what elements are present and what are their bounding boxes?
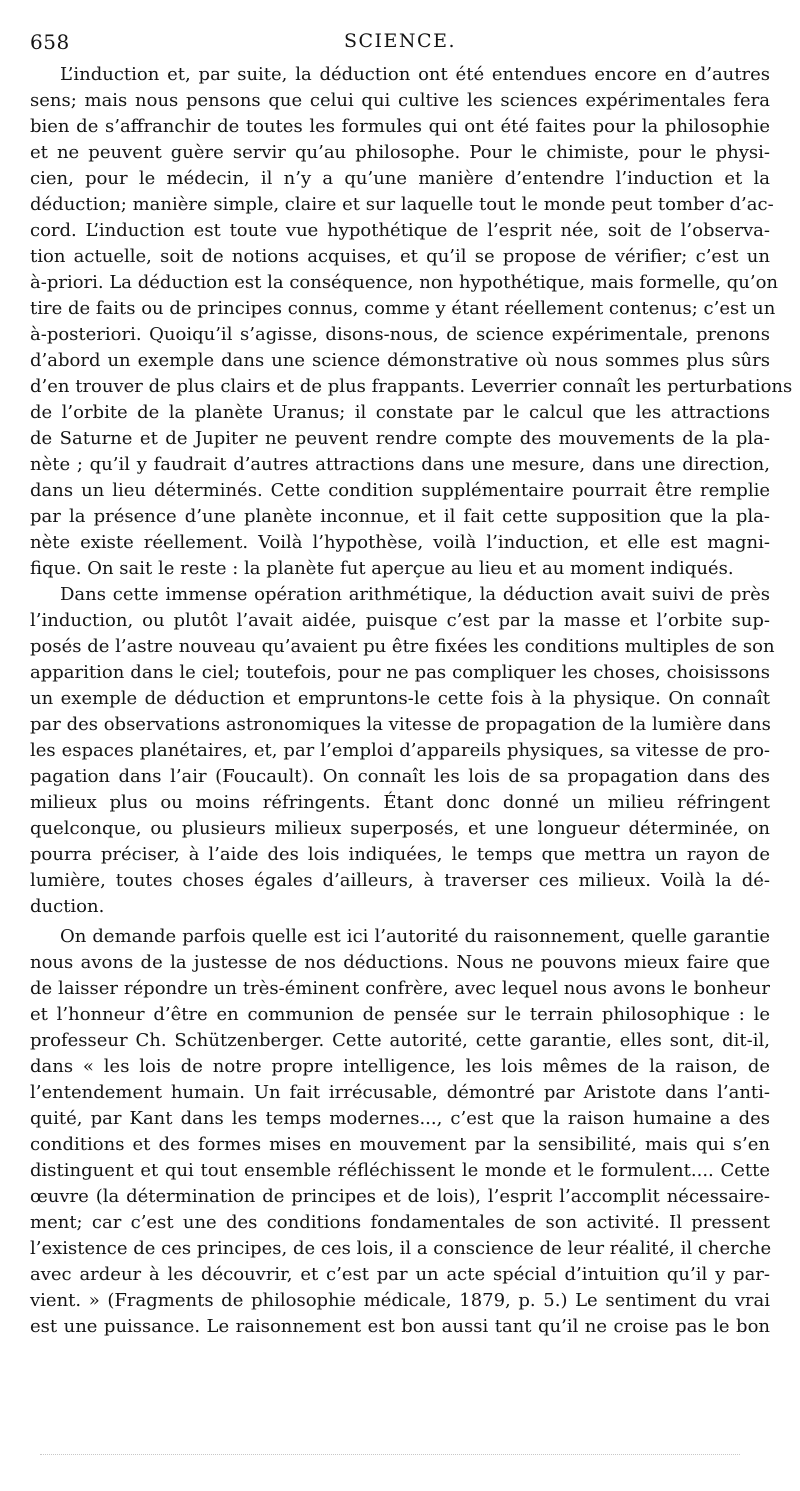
text-line: œuvre (la détermination de principes et de lois), l’esprit l’accomplit nécessaire- xyxy=(30,1186,770,1207)
text-line: par la présence d’une planète inconnue, et il fait cette supposition que la pla- xyxy=(30,506,770,527)
text-line: lumière, toutes choses égales d’ailleurs, à traverser ces milieux. Voilà la dé- xyxy=(30,870,770,891)
text-line: avec ardeur à les découvrir, et c’est par un acte spécial d’intuition qu’il y par- xyxy=(30,1264,770,1285)
text-line: dans « les lois de notre propre intelligence, les lois mêmes de la raison, de xyxy=(30,1056,770,1077)
text-line: dans un lieu déterminés. Cette condition supplémentaire pourrait être remplie xyxy=(30,480,770,501)
text-line: de Saturne et de Jupiter ne peuvent rendre compte des mouvements de la pla- xyxy=(30,428,770,449)
text-line: de l’orbite de la planète Uranus; il constate par le calcul que les attractions xyxy=(30,402,770,423)
text-line: quité, par Kant dans les temps modernes..., c’est que la raison humaine a des xyxy=(30,1108,770,1129)
text-line: un exemple de déduction et empruntons-le cette fois à la physique. On connaît xyxy=(30,688,770,709)
text-line: et l’honneur d’être en communion de pensée sur le terrain philosophique : le xyxy=(30,1004,770,1025)
text-line: L’induction et, par suite, la déduction ont été entendues encore en d’autres xyxy=(60,64,770,85)
text-line: l’existence de ces principes, de ces lois, il a conscience de leur réalité, il cherche xyxy=(30,1238,772,1259)
text-line: conditions et des formes mises en mouvement par la sensibilité, mais qui s’en xyxy=(30,1134,770,1155)
text-line: l’entendement humain. Un fait irrécusable, démontré par Aristote dans l’anti- xyxy=(30,1082,770,1103)
page-bottom-rule xyxy=(40,1454,740,1455)
running-title: SCIENCE. xyxy=(343,30,456,52)
text-line: et ne peuvent guère servir qu’au philosophe. Pour le chimiste, pour le physi- xyxy=(30,142,770,163)
text-line: déduction; manière simple, claire et sur laquelle tout le monde peut tomber d’ac- xyxy=(30,194,774,215)
text-line: les espaces planétaires, et, par l’emploi d’appareils physiques, sa vitesse de pro- xyxy=(30,740,770,761)
text-line: bien de s’affranchir de toutes les formules qui ont été faites pour la philosophie xyxy=(30,116,770,137)
text-line: posés de l’astre nouveau qu’avaient pu être fixées les conditions multiples de son xyxy=(30,636,775,657)
text-line: professeur Ch. Schützenberger. Cette autorité, cette garantie, elles sont, dit-il, xyxy=(30,1030,770,1051)
body-text xyxy=(30,62,793,1340)
text-line: ment; car c’est une des conditions fondamentales de son activité. Il pressent xyxy=(30,1212,770,1233)
text-line: nète ; qu’il y faudrait d’autres attractions dans une mesure, dans une direction, xyxy=(30,454,770,475)
text-line: vient. » (Fragments de philosophie médicale, 1879, p. 5.) Le sentiment du vrai xyxy=(30,1290,770,1311)
text-line: cien, pour le médecin, il n’y a qu’une manière d’entendre l’induction et la xyxy=(30,168,770,189)
text-line: fique. On sait le reste : la planète fut aperçue au lieu et au moment indiqués. xyxy=(30,558,734,579)
text-line: apparition dans le ciel; toutefois, pour ne pas compliquer les choses, choisissons xyxy=(30,662,770,683)
text-line: duction. xyxy=(30,896,105,917)
text-line: milieux plus ou moins réfringents. Étant donc donné un milieu réfringent xyxy=(30,792,770,813)
text-line: sens; mais nous pensons que celui qui cultive les sciences expérimentales fera xyxy=(30,90,770,111)
page-number: 658 xyxy=(30,30,70,54)
text-line: cord. L’induction est toute vue hypothétique de l’esprit née, soit de l’observa- xyxy=(30,220,770,241)
text-line: de laisser répondre un très-éminent confrère, avec lequel nous avons le bonheur xyxy=(30,978,770,999)
text-line: distinguent et qui tout ensemble réfléchissent le monde et le formulent.... Cette xyxy=(30,1160,770,1181)
text-line: pourra préciser, à l’aide des lois indiquées, le temps que mettra un rayon de xyxy=(30,844,770,865)
text-line: l’induction, ou plutôt l’avait aidée, puisque c’est par la masse et l’orbite sup- xyxy=(30,610,770,631)
page-header xyxy=(30,30,770,60)
text-line: pagation dans l’air (Foucault). On connaît les lois de sa propagation dans des xyxy=(30,766,770,787)
text-line: nous avons de la justesse de nos déductions. Nous ne pouvons mieux faire que xyxy=(30,952,770,973)
text-line: quelconque, ou plusieurs milieux superposés, et une longueur déterminée, on xyxy=(30,818,770,839)
text-line: à-priori. La déduction est la conséquence, non hypothétique, mais formelle, qu’on xyxy=(30,272,779,293)
text-line: par des observations astronomiques la vitesse de propagation de la lumière dans xyxy=(30,714,771,735)
text-line: à-posteriori. Quoiqu’il s’agisse, disons-nous, de science expérimentale, prenons xyxy=(30,324,770,345)
text-line: On demande parfois quelle est ici l’autorité du raisonnement, quelle garantie xyxy=(60,926,770,947)
text-line: d’abord un exemple dans une science démonstrative où nous sommes plus sûrs xyxy=(30,350,770,371)
text-line: d’en trouver de plus clairs et de plus frappants. Leverrier connaît les perturbations xyxy=(30,376,793,397)
text-line: est une puissance. Le raisonnement est bon aussi tant qu’il ne croise pas le bon xyxy=(30,1316,770,1337)
text-line: nète existe réellement. Voilà l’hypothèse, voilà l’induction, et elle est magni- xyxy=(30,532,770,553)
text-line: tion actuelle, soit de notions acquises, et qu’il se propose de vérifier; c’est un xyxy=(30,246,770,267)
text-line: tire de faits ou de principes connus, comme y étant réellement contenus; c’est un xyxy=(30,298,776,319)
text-line: Dans cette immense opération arithmétique, la déduction avait suivi de près xyxy=(60,584,770,605)
document-page xyxy=(30,30,793,1340)
